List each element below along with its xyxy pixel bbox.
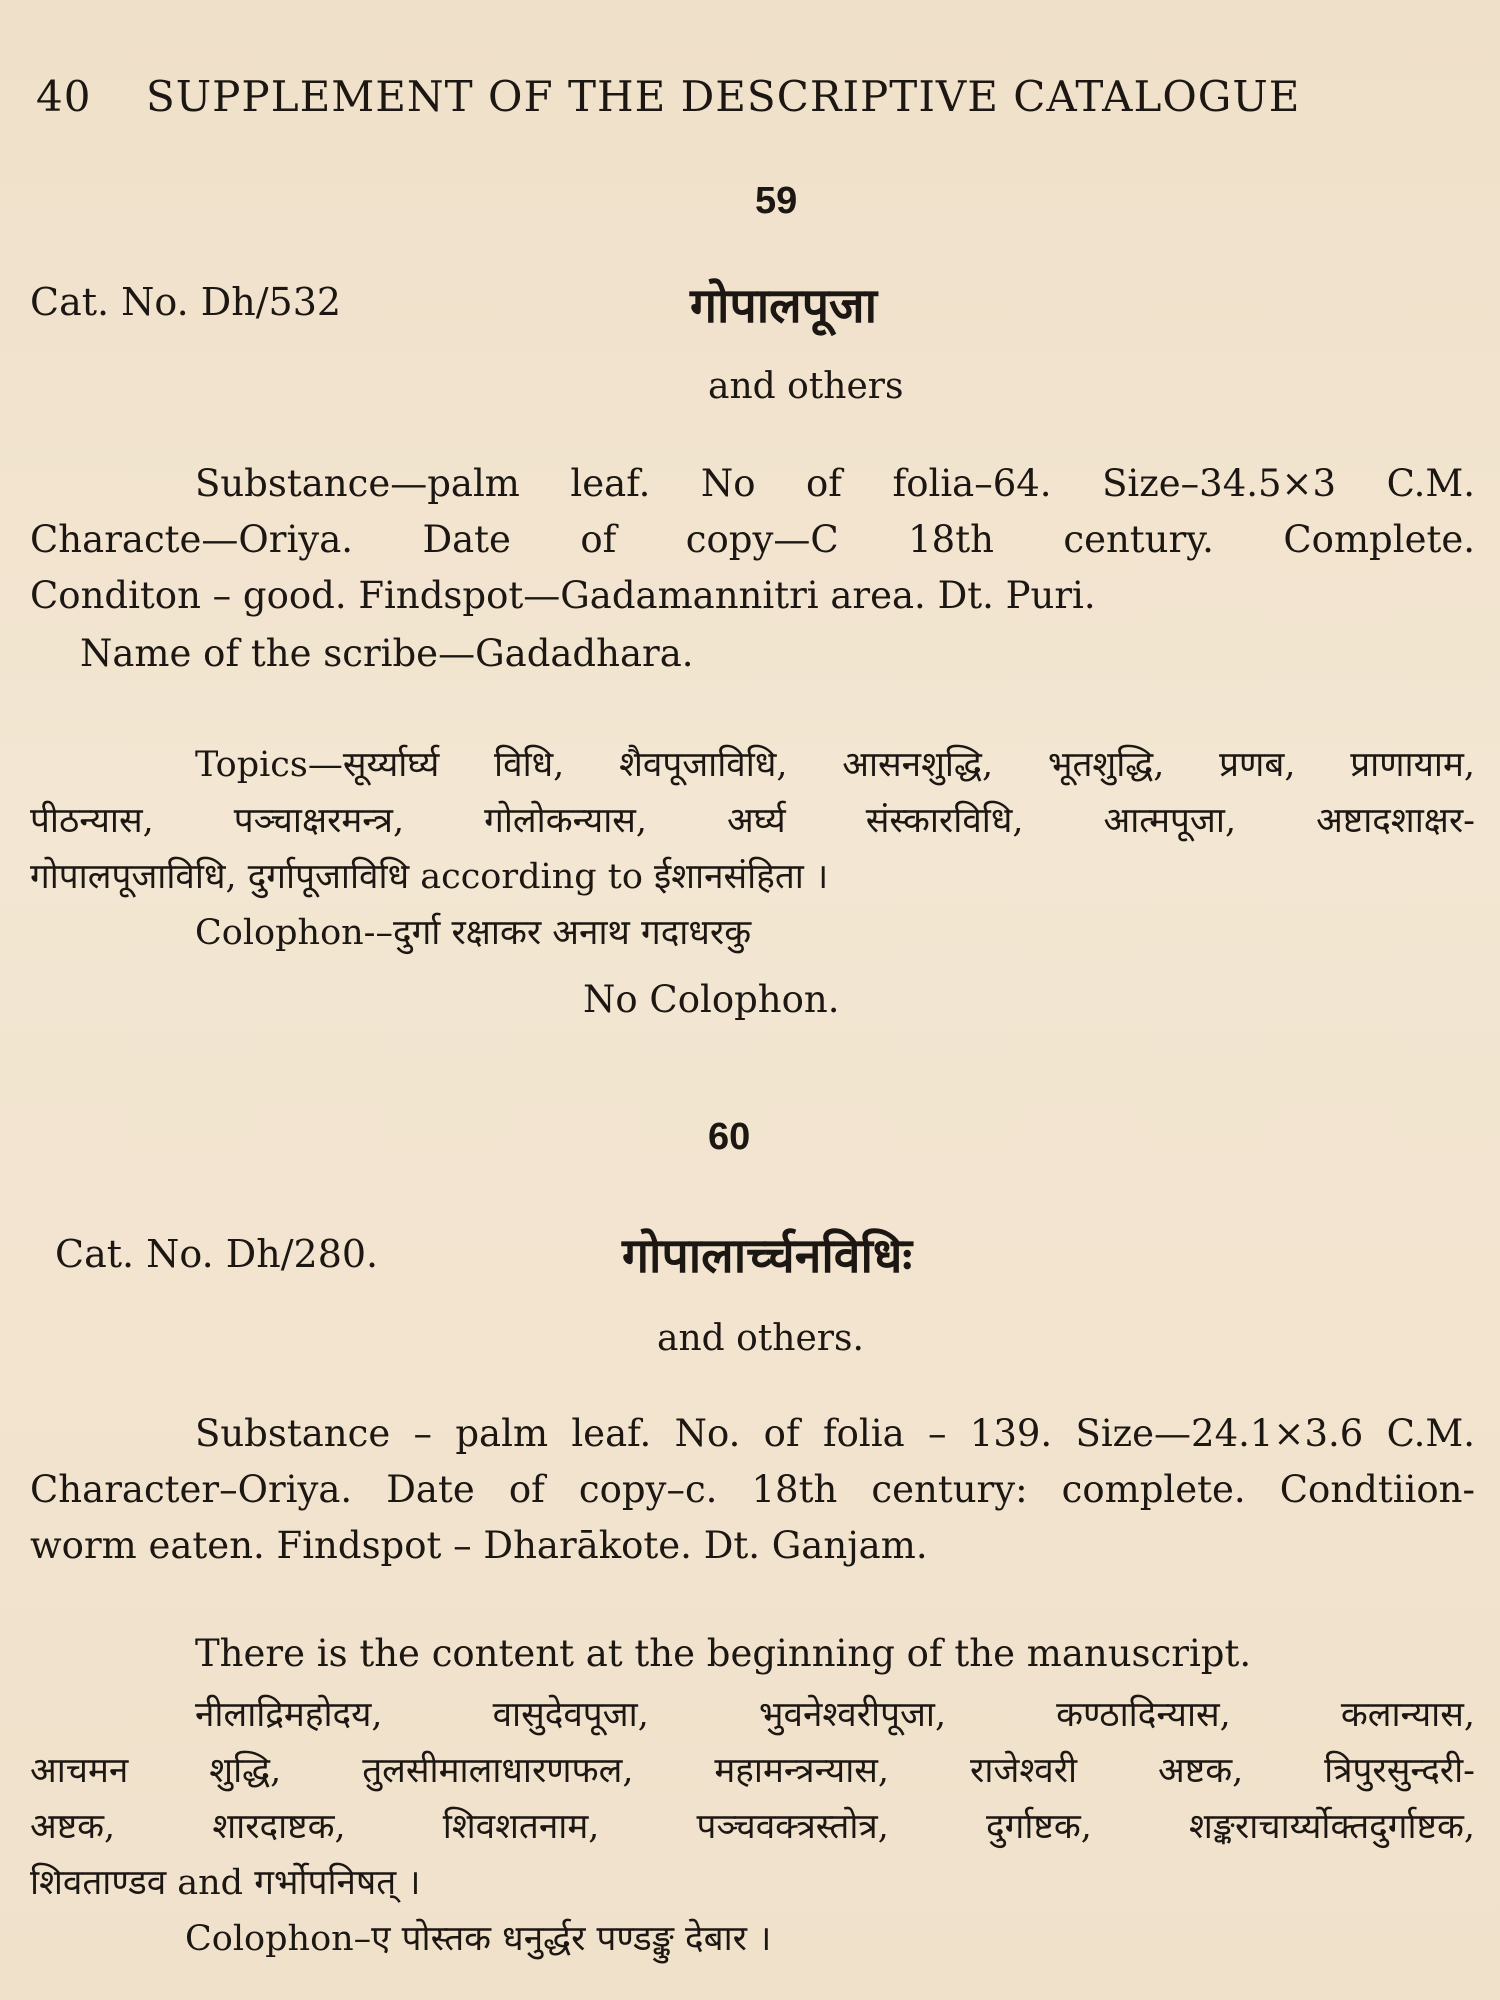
content-line: नीलाद्रिमहोदय, वासुदेवपूजा, भुवनेश्वरीपूजा, कण्ठादिन्यास, कलान्यास,: [195, 1695, 1475, 1735]
no-colophon-note: No Colophon.: [583, 978, 840, 1021]
findspot-line: worm eaten. Findspot – Dharākote. Dt. Ganjam.: [30, 1524, 928, 1567]
title-subtitle: and others.: [657, 1318, 864, 1359]
title-subtitle: and others: [708, 366, 904, 407]
manuscript-title: गोपालार्च्चनविधिः: [622, 1228, 913, 1284]
condition-line: Conditon – good. Findspot—Gadamannitri area. Dt. Puri.: [30, 574, 1096, 617]
colophon-line: Colophon–ए पोस्तक धनुर्द्धर पण्डङ्कु देबार ।: [185, 1919, 772, 1959]
catalogue-number: Cat. No. Dh/280.: [55, 1232, 379, 1276]
catalogue-number: Cat. No. Dh/532: [30, 280, 342, 324]
running-header: [36, 72, 1300, 121]
content-intro: There is the content at the beginning of the manuscript.: [195, 1632, 1252, 1675]
scribe-line: Name of the scribe—Gadadhara.: [80, 632, 694, 675]
manuscript-title: गोपालपूजा: [690, 278, 878, 334]
page-number: 40: [36, 72, 92, 121]
content-line: अष्टक, शारदाष्टक, शिवशतनाम, पञ्चवक्त्रस्तोत्र, दुर्गाष्टक, शङ्कराचार्य्योक्तदुर्गाष्टक,: [30, 1807, 1475, 1847]
topics-line: पीठन्यास, पञ्चाक्षरमन्त्र, गोलोकन्यास, अर्घ्य संस्कारविधि, आत्मपूजा, अष्टादशाक्षर-: [30, 801, 1475, 841]
character-line: Characte—Oriya. Date of copy—C 18th century. Complete.: [30, 518, 1475, 561]
entry-number: 59: [755, 180, 798, 222]
content-line: आचमन शुद्धि, तुलसीमालाधारणफल, महामन्त्रन्यास, राजेश्वरी अष्टक, त्रिपुरसुन्दरी-: [30, 1751, 1475, 1791]
substance-line: Substance—palm leaf. No of folia–64. Size–34.5×3 C.M.: [195, 462, 1475, 505]
running-title: SUPPLEMENT OF THE DESCRIPTIVE CATALOGUE: [146, 72, 1301, 121]
content-line: शिवताण्डव and गर्भोपनिषत् ।: [30, 1863, 421, 1903]
substance-line: Substance – palm leaf. No. of folia – 139. Size—24.1×3.6 C.M.: [195, 1412, 1475, 1455]
topics-line: गोपालपूजाविधि, दुर्गापूजाविधि according to ईशानसंहिता ।: [30, 857, 829, 897]
entry-number: 60: [708, 1116, 751, 1158]
topics-line: Topics—सूर्य्यार्घ्य विधि, शैवपूजाविधि, आसनशुद्धि, भूतशुद्धि, प्रणब, प्राणायाम,: [195, 745, 1475, 785]
character-line: Character–Oriya. Date of copy–c. 18th century: complete. Condtiion-: [30, 1468, 1475, 1511]
colophon-line: Colophon-–दुर्गा रक्षाकर अनाथ गदाधरकु: [195, 913, 752, 953]
